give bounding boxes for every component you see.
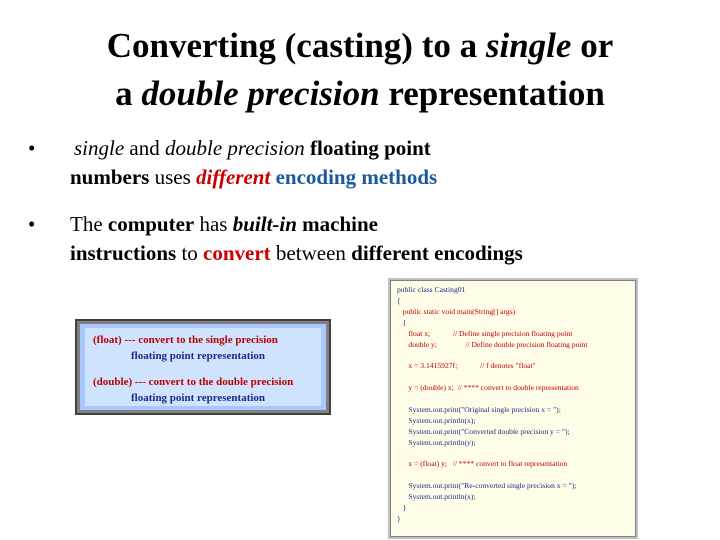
code-line: System.out.println(y); [397,437,476,447]
code-line: System.out.print("Original single precision x = "); [397,404,561,414]
cast-line-text: floating point representation [131,350,266,362]
code-line: public class Casting01 [397,285,466,294]
text-blue: encoding methods [270,165,438,189]
text: and [124,136,165,160]
title-text: or [571,26,614,65]
bullet-2-line-1 [70,210,378,239]
code-line: System.out.println(x); [397,492,476,502]
code-listing-box [390,280,636,537]
code-line: public static void main(String[] args) [397,306,516,316]
title-text: Converting (casting) to a [106,26,486,65]
bullet-1-line-1 [74,134,431,163]
bullet-2-line-2 [70,239,523,268]
text: between [270,241,352,265]
cast-line-text: floating point representation [131,392,266,404]
code-line: } [397,513,401,523]
code-line: System.out.print("Converted double precision y = "); [397,426,570,436]
cast-explanation-panel [85,328,321,406]
text: uses [149,165,197,189]
text: has [194,212,233,236]
title-italic: single [485,26,572,65]
title-text: a [115,74,142,113]
text-bold: numbers [70,165,150,189]
code-line: x = 3.1415927f; // f denotes "float" [397,361,536,371]
code-listing [397,285,631,532]
cast-line-double: (double) --- convert to the double precision [93,376,294,388]
bullet-dot: • [28,136,36,160]
title-text: representation [379,74,605,113]
code-line: x = (float) y; // **** convert to float representation [397,459,568,469]
title-line-2 [40,70,680,118]
title-italic: double precision [141,74,380,113]
text-bold: floating point [304,136,431,160]
cast-explanation-box [77,321,329,413]
text-italic: single [74,136,125,160]
code-line: { [397,317,407,327]
title-line-1 [40,22,680,70]
text-bold-italic: built-in [232,212,297,236]
cast-line-text: (float) --- convert to the single precision [93,334,278,346]
cast-line-float [93,334,278,346]
text-bold: instructions [70,241,177,265]
text-bold: different encodings [351,241,523,265]
code-line: float x; // Define single precision floating point [397,328,573,338]
code-line: System.out.println(x); [397,415,476,425]
text-bold: computer [107,212,195,236]
text: to [176,241,204,265]
code-line: { [397,295,401,305]
bullet-1-line-2 [70,163,437,192]
code-line: } [397,503,407,512]
text-italic: double precision [165,136,305,160]
code-line: double y; // Define double precision floating point [397,339,588,349]
code-line: y = (double) x; // **** convert to double representation [397,383,579,393]
text-bold: machine [296,212,378,236]
bullet-dot: • [28,212,36,236]
slide-title [40,22,680,118]
text-red-italic: different [196,165,271,189]
text: The [70,212,108,236]
code-line: System.out.print("Re-converted single precision x = "); [397,481,577,491]
text-red: convert [203,241,271,265]
